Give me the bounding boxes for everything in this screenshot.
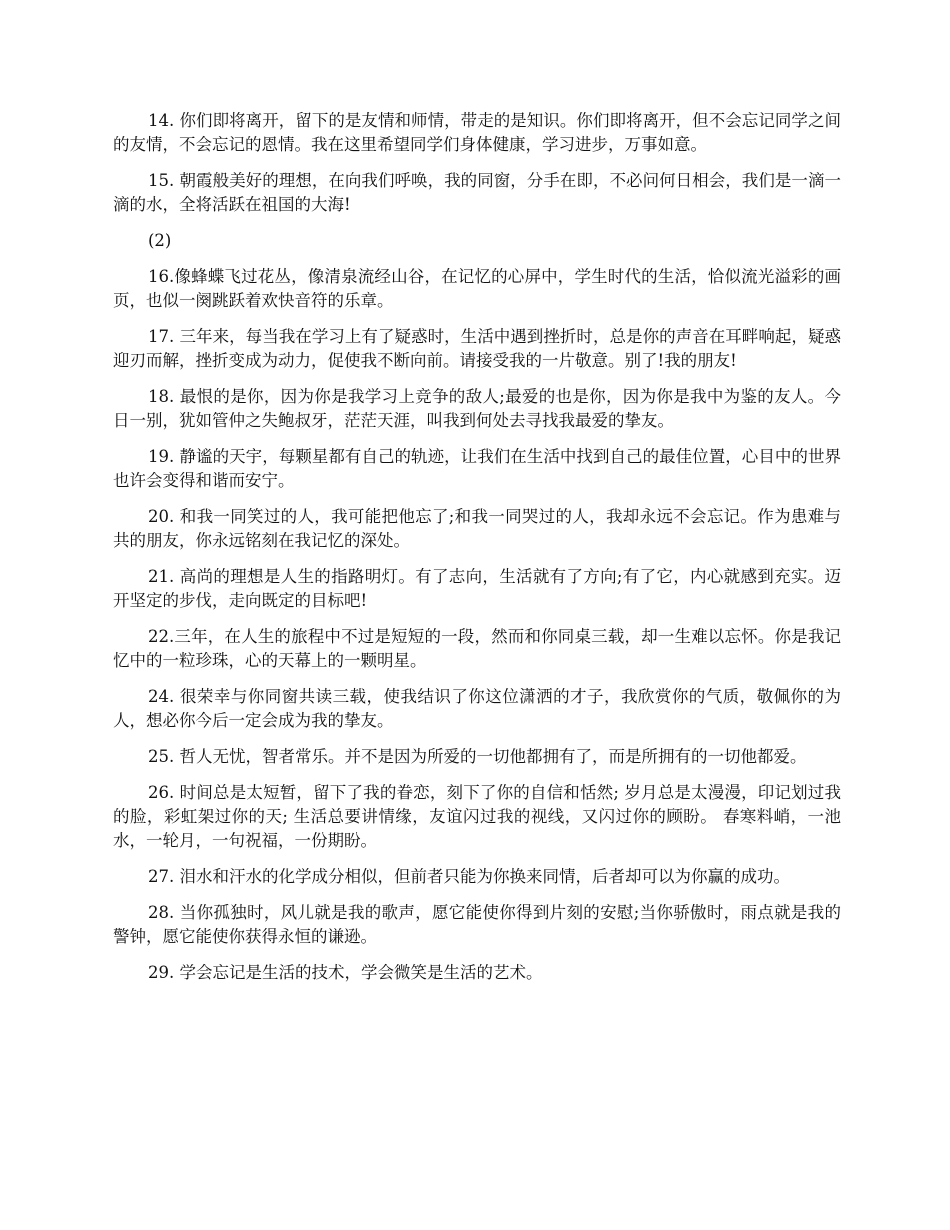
paragraph-24: 24. 很荣幸与你同窗共读三载，使我结识了你这位潇洒的才子，我欣赏你的气质，敬佩你的为人，想必你今后一定会成为我的挚友。 [113, 687, 841, 730]
paragraph-25: 25. 哲人无忧，智者常乐。并不是因为所爱的一切他都拥有了，而是所拥有的一切他都爱。 [148, 747, 807, 766]
section-marker: (2) [148, 231, 172, 250]
paragraph-14: 14. 你们即将离开，留下的是友情和师情，带走的是知识。你们即将离开，但不会忘记同学之间的友情，不会忘记的恩情。我在这里希望同学们身体健康，学习进步，万事如意。 [113, 111, 841, 154]
paragraph-28: 28. 当你孤独时，风儿就是我的歌声，愿它能使你得到片刻的安慰;当你骄傲时，雨点就是我的警钟，愿它能使你获得永恒的谦逊。 [113, 903, 841, 946]
paragraph-17: 17. 三年来，每当我在学习上有了疑惑时，生活中遇到挫折时，总是你的声音在耳畔响起，疑惑迎刃而解，挫折变成为动力，促使我不断向前。请接受我的一片敬意。别了!我的朋友! [113, 327, 841, 370]
paragraph-22: 22.三年，在人生的旅程中不过是短短的一段，然而和你同桌三载，却一生难以忘怀。你是我记忆中的一粒珍珠，心的天幕上的一颗明星。 [113, 627, 841, 670]
paragraph-27: 27. 泪水和汗水的化学成分相似，但前者只能为你换来同情，后者却可以为你赢的成功。 [148, 867, 790, 886]
paragraph-29: 29. 学会忘记是生活的技术，学会微笑是生活的艺术。 [148, 963, 543, 982]
paragraph-18: 18. 最恨的是你，因为你是我学习上竞争的敌人;最爱的也是你，因为你是我中为鉴的友人。今日一别，犹如管仲之失鲍叔牙，茫茫天涯，叫我到何处去寻找我最爱的挚友。 [113, 387, 841, 430]
paragraph-20: 20. 和我一同笑过的人，我可能把他忘了;和我一同哭过的人，我却永远不会忘记。作为患难与共的朋友，你永远铭刻在我记忆的深处。 [113, 507, 841, 550]
paragraph-26: 26. 时间总是太短暂，留下了我的眷恋，刻下了你的自信和恬然; 岁月总是太漫漫，印记划过我的脸，彩虹架过你的天; 生活总要讲情缘，友谊闪过我的视线，又闪过你的顾盼。 春寒料峭，一池水，一轮月，一句祝福，一份期盼。 [113, 783, 841, 850]
paragraph-19: 19. 静谧的天宇，每颗星都有自己的轨迹，让我们在生活中找到自己的最佳位置，心目中的世界也许会变得和谐而安宁。 [113, 447, 841, 490]
paragraph-15: 15. 朝霞般美好的理想，在向我们呼唤，我的同窗，分手在即，不必问何日相会，我们是一滴一滴的水，全将活跃在祖国的大海! [113, 171, 841, 214]
paragraph-21: 21. 高尚的理想是人生的指路明灯。有了志向，生活就有了方向;有了它，内心就感到充实。迈开坚定的步伐，走向既定的目标吧! [113, 567, 841, 610]
document-page [113, 109, 841, 997]
paragraph-16: 16.像蜂蝶飞过花丛，像清泉流经山谷，在记忆的心屏中，学生时代的生活，恰似流光溢彩的画页，也似一阕跳跃着欢快音符的乐章。 [113, 267, 841, 310]
